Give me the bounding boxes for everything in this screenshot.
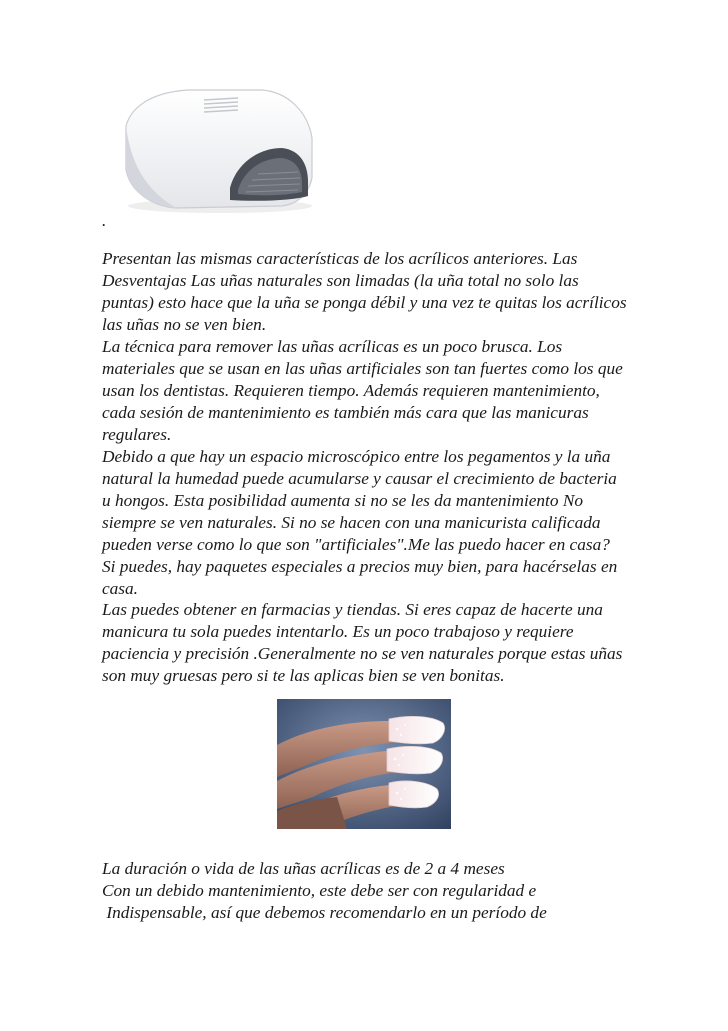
text-line: son muy gruesas pero si te las aplicas bien se ven bonitas. (102, 666, 505, 685)
text-line: u hongos. Esta posibilidad aumenta si no se les da mantenimiento No (102, 491, 583, 510)
text-line: Debido a que hay un espacio microscópico entre los pegamentos y la uña (102, 447, 611, 466)
text-line: cada sesión de mantenimiento es también más cara que las manicuras (102, 403, 589, 422)
text-line: casa. (102, 579, 138, 598)
text-line: natural la humedad puede acumularse y causar el crecimiento de bacteria (102, 469, 617, 488)
text-line: Si puedes, hay paquetes especiales a precios muy bien, para hacérselas en (102, 557, 618, 576)
text-line: Las puedes obtener en farmacias y tiendas. Si eres capaz de hacerte una (102, 600, 603, 619)
text-line: Presentan las mismas características de los acrílicos anteriores. Las (102, 249, 578, 268)
text-line: pueden verse como lo que son "artificiales".Me las puedo hacer en casa? (102, 535, 610, 554)
text-line: siempre se ven naturales. Si no se hacen con una manicurista calificada (102, 513, 601, 532)
text-line: manicura tu sola puedes intentarlo. Es un poco trabajoso y requiere (102, 622, 574, 641)
paragraph-duration (102, 858, 642, 924)
text-line: usan los dentistas. Requieren tiempo. Además requieren mantenimiento, (102, 381, 600, 400)
text-line: La técnica para remover las uñas acrílicas es un poco brusca. Los (102, 337, 563, 356)
text-line: regulares. (102, 425, 172, 444)
uv-nail-lamp-image (112, 78, 318, 218)
text-line: Desventajas Las uñas naturales son limadas (la uña total no solo las (102, 271, 579, 290)
text-line: puntas) esto hace que la uña se ponga débil y una vez te quitas los acrílicos (102, 293, 627, 312)
text-line: paciencia y precisión .Generalmente no se ven naturales porque estas uñas (102, 644, 623, 663)
text-line: Con un debido mantenimiento, este debe ser con regularidad e (102, 881, 537, 900)
paragraph-where-to-buy (102, 599, 642, 687)
text-line: materiales que se usan en las uñas artificiales son tan fuertes como los que (102, 359, 623, 378)
text-line: Indispensable, así que debemos recomendarlo en un período de (102, 903, 547, 922)
acrylic-nails-image (277, 699, 451, 829)
paragraph-disadvantages (102, 248, 642, 600)
separator-dot: . (102, 211, 107, 230)
text-line: La duración o vida de las uñas acrílicas es de 2 a 4 meses (102, 859, 505, 878)
text-line: las uñas no se ven bien. (102, 315, 267, 334)
